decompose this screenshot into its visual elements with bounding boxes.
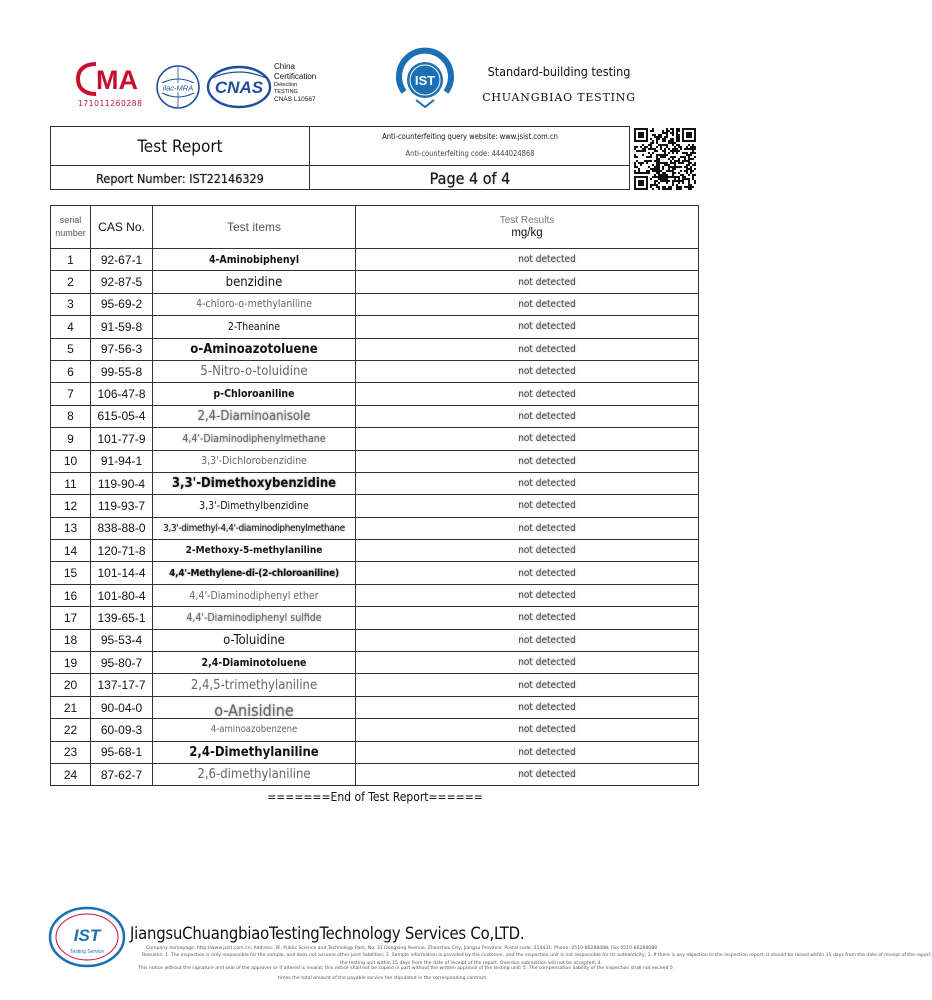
row-result: not detected xyxy=(356,360,699,382)
row-result: not detected xyxy=(356,629,699,651)
row-test-item: 2,4-Diaminoanisole xyxy=(153,405,356,427)
row-serial: 21 xyxy=(51,696,91,718)
row-cas: 615-05-4 xyxy=(91,405,153,427)
row-cas: 91-94-1 xyxy=(91,450,153,472)
cnas-caption-line2: Certification xyxy=(274,72,317,81)
table-row xyxy=(51,472,699,494)
row-serial: 22 xyxy=(51,719,91,741)
end-of-report-text: =======End of Test Report====== xyxy=(267,790,483,804)
seal-caption: Testing Service xyxy=(70,949,104,955)
row-serial: 13 xyxy=(51,517,91,539)
page-indicator: Page 4 of 4 xyxy=(429,169,511,188)
row-test-item: 2,4-Diaminotoluene xyxy=(153,652,356,674)
row-cas: 120-71-8 xyxy=(91,540,153,562)
row-test-item: o-Anisidine xyxy=(153,696,356,718)
row-test-item: 2-Theanine xyxy=(153,316,356,338)
row-serial: 16 xyxy=(51,584,91,606)
table-row xyxy=(51,450,699,472)
ist-logo xyxy=(394,52,456,108)
ist-branding xyxy=(474,64,644,104)
row-result: not detected xyxy=(356,428,699,450)
table-row xyxy=(51,696,699,718)
table-row xyxy=(51,674,699,696)
row-result: not detected xyxy=(356,316,699,338)
report-title: Test Report xyxy=(137,137,223,157)
table-row xyxy=(51,741,699,763)
row-result: not detected xyxy=(356,584,699,606)
row-test-item: 3,3'-dimethyl-4,4'-diaminodiphenylmethane xyxy=(153,517,356,539)
row-cas: 92-87-5 xyxy=(91,271,153,293)
table-row xyxy=(51,607,699,629)
row-test-item: 4,4'-Methylene-di-(2-chloroaniline) xyxy=(153,562,356,584)
row-test-item: 2-Methoxy-5-methylaniline xyxy=(153,540,356,562)
row-serial: 1 xyxy=(51,249,91,271)
cnas-caption-line5: CNAS L10567 xyxy=(274,96,316,103)
row-cas: 91-59-8 xyxy=(91,316,153,338)
cnas-logo-text: CNAS xyxy=(214,78,264,97)
row-serial: 9 xyxy=(51,428,91,450)
seal-text: IST xyxy=(73,926,101,945)
row-serial: 23 xyxy=(51,741,91,763)
row-result: not detected xyxy=(356,249,699,271)
table-row xyxy=(51,316,699,338)
row-result: not detected xyxy=(356,517,699,539)
cnas-caption xyxy=(274,62,344,104)
row-serial: 14 xyxy=(51,540,91,562)
row-cas: 92-67-1 xyxy=(91,249,153,271)
table-row xyxy=(51,293,699,315)
row-cas: 99-55-8 xyxy=(91,360,153,382)
row-test-item: 2,4-Dimethylaniline xyxy=(153,741,356,763)
footer-fine-print-1: Company homepage: http://www.jsist.com.cn; Address: 3F, Public Science and Technology Park, No. 31 Dongxing Avenue, Zhenzhou City, Jiangsu Province. Postal code: 214431; Phone: 0510-86288088; Fax 0510-86288088 xyxy=(146,946,658,951)
row-test-item: o-Toluidine xyxy=(153,629,356,651)
table-row xyxy=(51,405,699,427)
row-cas: 101-80-4 xyxy=(91,584,153,606)
row-serial: 3 xyxy=(51,293,91,315)
table-row xyxy=(51,652,699,674)
row-cas: 106-47-8 xyxy=(91,383,153,405)
row-test-item: 3,3'-Dichlorobenzidine xyxy=(153,450,356,472)
row-result: not detected xyxy=(356,495,699,517)
row-serial: 20 xyxy=(51,674,91,696)
info-divider-horizontal xyxy=(51,165,629,166)
row-result: not detected xyxy=(356,719,699,741)
row-cas: 119-93-7 xyxy=(91,495,153,517)
table-row xyxy=(51,629,699,651)
row-serial: 8 xyxy=(51,405,91,427)
table-row xyxy=(51,763,699,785)
row-serial: 24 xyxy=(51,763,91,785)
row-cas: 119-90-4 xyxy=(91,472,153,494)
row-result: not detected xyxy=(356,607,699,629)
row-cas: 97-56-3 xyxy=(91,338,153,360)
ist-logo-text: IST xyxy=(414,73,436,88)
row-serial: 7 xyxy=(51,383,91,405)
row-result: not detected xyxy=(356,540,699,562)
row-cas: 95-69-2 xyxy=(91,293,153,315)
table-header-row xyxy=(51,206,699,249)
test-results-table xyxy=(50,205,699,786)
table-row xyxy=(51,249,699,271)
row-serial: 17 xyxy=(51,607,91,629)
row-result: not detected xyxy=(356,696,699,718)
row-test-item: 4-chloro-o-methylaniline xyxy=(153,293,356,315)
row-test-item: 2,4,5-trimethylaniline xyxy=(153,674,356,696)
row-result: not detected xyxy=(356,338,699,360)
company-seal xyxy=(48,906,126,968)
row-cas: 95-68-1 xyxy=(91,741,153,763)
cma-number: 171011260288 xyxy=(78,99,143,108)
header-cas-no: CAS No. xyxy=(91,206,153,249)
row-result: not detected xyxy=(356,652,699,674)
footer-fine-print-3: the testing unit within 15 days from the date of receipt of the report. Overdue submission will not be accepted; 4. xyxy=(340,961,602,966)
row-cas: 95-80-7 xyxy=(91,652,153,674)
header-test-results xyxy=(356,206,699,249)
row-result: not detected xyxy=(356,472,699,494)
cnas-caption-line4: TESTING xyxy=(274,89,298,95)
row-test-item: 5-Nitro-o-toluidine xyxy=(153,360,356,382)
cma-logo xyxy=(76,62,148,110)
row-serial: 10 xyxy=(51,450,91,472)
row-cas: 139-65-1 xyxy=(91,607,153,629)
report-info-box xyxy=(50,126,630,190)
row-result: not detected xyxy=(356,383,699,405)
ilac-logo-text: ilac-MRA xyxy=(162,83,194,93)
row-serial: 19 xyxy=(51,652,91,674)
row-cas: 87-62-7 xyxy=(91,763,153,785)
row-result: not detected xyxy=(356,741,699,763)
row-result: not detected xyxy=(356,763,699,785)
ilac-mra-logo xyxy=(154,63,202,111)
table-row xyxy=(51,428,699,450)
table-row xyxy=(51,338,699,360)
header-results-unit: mg/kg xyxy=(511,226,543,239)
row-serial: 18 xyxy=(51,629,91,651)
footer-fine-print-5: times the total amount of the payable service fee stipulated in the corresponding contract. xyxy=(278,976,488,981)
row-cas: 838-88-0 xyxy=(91,517,153,539)
row-cas: 90-04-0 xyxy=(91,696,153,718)
table-row xyxy=(51,383,699,405)
row-result: not detected xyxy=(356,271,699,293)
report-number: Report Number: IST22146329 xyxy=(96,171,264,186)
table-row xyxy=(51,271,699,293)
row-cas: 101-77-9 xyxy=(91,428,153,450)
row-test-item: o-Aminoazotoluene xyxy=(153,338,356,360)
ist-tagline: Standard-building testing xyxy=(487,64,631,79)
row-test-item: 3,3'-Dimethylbenzidine xyxy=(153,495,356,517)
ist-name: CHUANGBIAO TESTING xyxy=(482,91,636,104)
table-row xyxy=(51,562,699,584)
row-test-item: 4,4'-Diaminodiphenylmethane xyxy=(153,428,356,450)
row-test-item: 4-aminoazobenzene xyxy=(153,719,356,741)
row-test-item: benzidine xyxy=(153,271,356,293)
cma-logo-text: MA xyxy=(96,65,138,95)
end-of-report xyxy=(0,790,750,804)
table-row xyxy=(51,584,699,606)
row-serial: 6 xyxy=(51,360,91,382)
qr-modules xyxy=(634,128,696,190)
row-cas: 101-14-4 xyxy=(91,562,153,584)
row-cas: 137-17-7 xyxy=(91,674,153,696)
row-serial: 11 xyxy=(51,472,91,494)
row-serial: 5 xyxy=(51,338,91,360)
row-serial: 2 xyxy=(51,271,91,293)
header-serial-number: serial number xyxy=(51,206,91,249)
row-cas: 95-53-4 xyxy=(91,629,153,651)
row-result: not detected xyxy=(356,450,699,472)
table-row xyxy=(51,719,699,741)
row-result: not detected xyxy=(356,293,699,315)
cnas-caption-line1: China xyxy=(274,62,295,71)
row-test-item: p-Chloroaniline xyxy=(153,383,356,405)
qr-code-icon[interactable] xyxy=(634,128,696,190)
cnas-logo xyxy=(206,64,272,110)
row-test-item: 4,4'-Diaminodiphenyl ether xyxy=(153,584,356,606)
row-serial: 4 xyxy=(51,316,91,338)
row-test-item: 4,4'-Diaminodiphenyl sulfide xyxy=(153,607,356,629)
company-name: JiangsuChuangbiaoTestingTechnology Services Co,LTD. xyxy=(130,924,525,943)
row-cas: 60-09-3 xyxy=(91,719,153,741)
row-test-item: 3,3'-Dimethoxybenzidine xyxy=(153,472,356,494)
row-result: not detected xyxy=(356,405,699,427)
row-serial: 15 xyxy=(51,562,91,584)
table-row xyxy=(51,495,699,517)
anti-counterfeit-website: Anti-counterfeiting query website: www.jsist.com.cn xyxy=(382,132,558,141)
table-row xyxy=(51,540,699,562)
cnas-caption-line3: Detection xyxy=(274,82,298,88)
row-serial: 12 xyxy=(51,495,91,517)
table-row xyxy=(51,360,699,382)
anti-counterfeit-code: Anti-counterfeiting code: 4444024868 xyxy=(405,149,535,158)
table-row xyxy=(51,517,699,539)
footer-fine-print-4: This notice without the signature and seal of the approver or if altered is invalid; this notice shall not be copied in part without the written approval of the testing unit; 5. The compensation liability of the inspection shall not exceed 5 xyxy=(138,966,673,971)
row-test-item: 2,6-dimethylaniline xyxy=(153,763,356,785)
row-result: not detected xyxy=(356,562,699,584)
row-result: not detected xyxy=(356,674,699,696)
footer-fine-print-2: Remarks: 1. The inspection is only responsible for the sample, and does not assume other joint liabilities; 2. Sample information is provided by the customer, and the inspection unit is not responsible for its authenticity; 3. If there is any objection to the inspection report, it should be raised within 15 days from the date of receipt of the report. xyxy=(142,953,932,958)
row-test-item: 4-Aminobiphenyl xyxy=(153,249,356,271)
cma-mark xyxy=(76,62,148,96)
header-test-items: Test items xyxy=(153,206,356,249)
header-results-label: Test Results xyxy=(499,214,555,226)
